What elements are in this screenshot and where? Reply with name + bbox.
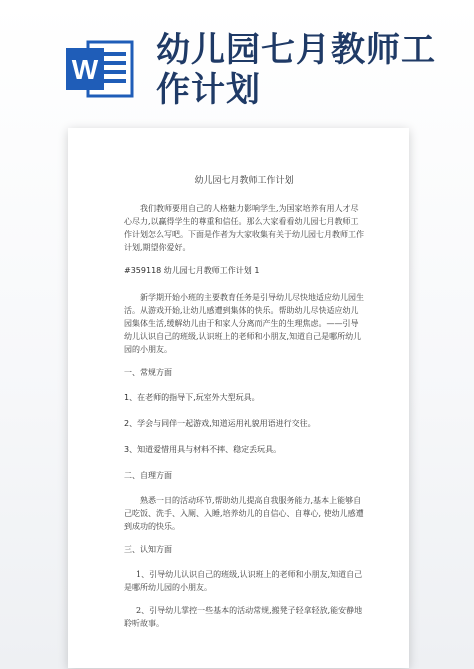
banner-title: 幼儿园七月教师工作计划 xyxy=(156,30,436,110)
word-document-icon xyxy=(66,38,134,100)
section-heading-selfcare: 二、自理方面 xyxy=(124,471,172,480)
svg-text:W: W xyxy=(71,54,99,85)
intro-paragraph: 我们教师要用自己的人格魅力影响学生,为国家培养有用人才尽心尽力,以赢得学生的尊重和信任。那么大家看看幼儿园七月教师工作计划怎么写吧。下面是作者为大家收集有关于幼儿园七月教师工作计划,期望你爱好。 xyxy=(124,204,364,252)
section-heading-routine: 一、常规方面 xyxy=(124,368,172,377)
list-item: 1、引导幼儿认识自己的班级,认识班上的老师和小朋友,知道自己是哪所幼儿园的小朋友。 xyxy=(124,570,363,592)
list-item: 1、在老师的指导下,玩室外大型玩具。 xyxy=(124,393,260,402)
list-item: 2、引导幼儿掌控一些基本的活动常规,搬凳子轻拿轻放,能安静地聆听故事。 xyxy=(124,606,363,628)
selfcare-paragraph: 熟悉一日的活动环节,帮助幼儿提高自我服务能力,基本上能够自己吃饭、洗手、入厕、入睡,培养幼儿的自信心、自尊心, 使幼儿感遭到成功的快乐。 xyxy=(124,496,364,531)
list-item: 2、学会与同伴一起游戏,知道运用礼貌用语进行交往。 xyxy=(124,419,316,428)
list-item: 3、知道爱惜用具与材料不摔、稳定丢玩具。 xyxy=(124,445,282,454)
intro-paragraph-2: 新学期开始小班的主要教育任务是引导幼儿尽快地适应幼儿园生活。从游戏开始,让幼儿感遭到集体的快乐。帮助幼儿尽快适应幼儿园集体生活,缓解幼儿由于和家人分离而产生的生理焦虑。——引导幼儿认识自己的班级,认识班上的老师和小朋友,知道自己是哪所幼儿园的小朋友。 xyxy=(124,293,364,354)
document-body xyxy=(124,175,364,640)
document-page xyxy=(68,128,409,668)
plan-subheading: #359118 幼儿园七月教师工作计划 1 xyxy=(124,266,260,275)
document-title: 幼儿园七月教师工作计划 xyxy=(194,176,294,186)
section-heading-cognition: 三、认知方面 xyxy=(124,545,172,554)
